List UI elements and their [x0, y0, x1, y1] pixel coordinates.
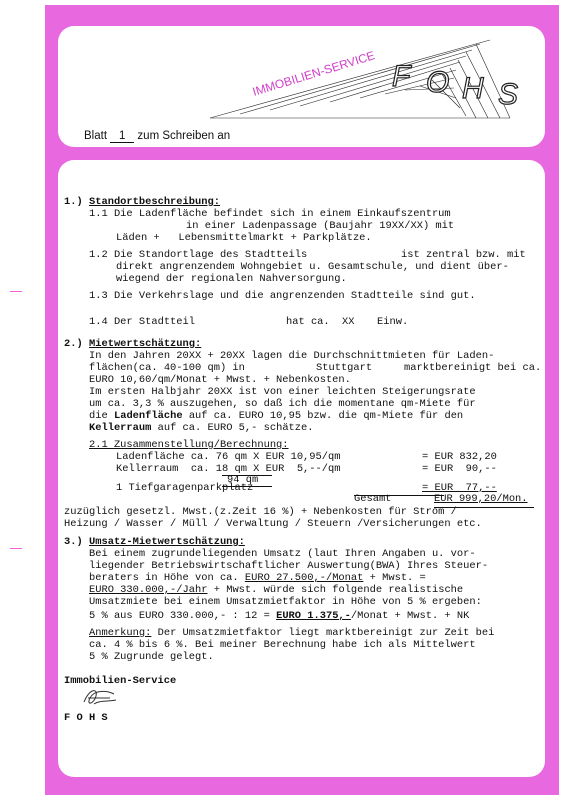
- calc-row-value: = EUR 77,--: [422, 482, 497, 494]
- text-line: ist zentral bzw. mit: [401, 249, 526, 261]
- text-line: Umsatzmiete bei einem Umsatzmietfaktor in Höhe von 5 % ergeben:: [89, 596, 482, 608]
- text-line: EURO 330.000,-/Jahr + Mwst. würde sich folgende realistische: [89, 584, 464, 596]
- text-line: liegender Betriebswirtschaftlicher Auswertung(BWA) Ihres Steuer-: [89, 560, 489, 572]
- text-line: wiegend der regionalen Nahversorgung.: [116, 273, 347, 285]
- total-label: Gesamt: [354, 493, 392, 505]
- calc-row-label: Ladenfläche ca. 76 qm X EUR 10,95/qm: [116, 451, 341, 463]
- section-title: Standortbeschreibung:: [89, 196, 220, 208]
- text-line: direkt angrenzendem Wohngebiet u. Gesamtschule, und dient über-: [116, 261, 509, 273]
- calc-row-value: = EUR 90,--: [422, 463, 497, 475]
- sheet-label: [84, 130, 230, 143]
- text-line: marktbereinigt bei ca.: [404, 362, 542, 374]
- calc-row-label: 94 qm: [227, 474, 259, 486]
- logo-letter: F: [392, 60, 411, 93]
- blatt-suffix: zum Schreiben an: [137, 130, 231, 142]
- text-line: beraters in Höhe von ca. EURO 27.500,-/Monat + Mwst. =: [89, 572, 426, 584]
- text-line: Im ersten Halbjahr 20XX ist von einer leichten Steigerungsrate: [89, 386, 476, 398]
- text-line: 1.4 Der Stadtteil: [89, 316, 196, 328]
- calc-row-value: = EUR 832,20: [422, 451, 497, 463]
- logo-letter: O: [426, 66, 450, 99]
- text-line: In den Jahren 20XX + 20XX lagen die Durchschnittmieten für Laden-: [89, 350, 495, 362]
- text-line: 1.3 Die Verkehrslage und die angrenzenden Stadtteile sind gut.: [89, 290, 476, 302]
- text-line: Stuttgart: [316, 362, 373, 374]
- blatt-label: Blatt: [84, 130, 108, 142]
- section-title: Mietwertschätzung:: [89, 338, 202, 350]
- text-line: Kellerraum auf ca. EURO 5,- schätze.: [89, 422, 314, 434]
- section-number: 3.): [64, 536, 83, 548]
- closing-company: Immobilien-Service: [64, 675, 177, 687]
- text-line: 1.1 Die Ladenfläche befindet sich in einem Einkaufszentrum: [89, 208, 451, 220]
- text-line: Anmerkung: Der Umsatzmietfaktor liegt marktbereinigt zur Zeit bei: [89, 627, 495, 639]
- text-line: zuzüglich gesetzl. Mwst.(z.Zeit 16 %) + Nebenkosten für Strom /: [64, 506, 457, 518]
- text-line: Läden + Lebensmittelmarkt + Parkplätze.: [116, 232, 372, 244]
- logo-text: IMMOBILIEN-SERVICE: [250, 48, 377, 99]
- text-line: in einer Ladenpassage (Baujahr 19XX/XX) mit: [186, 220, 455, 232]
- subsection-title: 2.1 Zusammenstellung/Berechnung:: [89, 439, 289, 451]
- text-line: 5 % Zugrunde gelegt.: [89, 651, 214, 663]
- text-line: Einw.: [377, 316, 409, 328]
- text-line: 5 % aus EURO 330.000,- : 12 = EURO 1.375,-/Monat + Mwst. + NK: [89, 610, 470, 622]
- signature: [80, 684, 120, 710]
- text-line: hat ca.: [286, 316, 330, 328]
- text-line: ca. 4 % bis 6 %. Bei meiner Berechnung habe ich als Mittelwert: [89, 639, 476, 651]
- punch-mark: [10, 291, 22, 292]
- punch-mark: [10, 548, 22, 549]
- logo-letter: S: [498, 78, 519, 111]
- total-value: EUR 999,20/Mon.: [434, 493, 528, 505]
- closing-name: F O H S: [64, 712, 108, 724]
- section-title: Umsatz-Mietwertschätzung:: [89, 536, 245, 548]
- text-line: die Ladenfläche auf ca. EURO 10,95 bzw. die qm-Miete für den: [89, 410, 464, 422]
- text-line: 1.2 Die Standortlage des Stadtteils: [89, 249, 308, 261]
- text-line: XX: [342, 316, 355, 328]
- text-line: um ca. 3,3 % auszugehen, so daß ich die momentane qm-Miete für: [89, 398, 476, 410]
- section-number: 2.): [64, 338, 83, 350]
- logo-letter: H: [462, 72, 484, 105]
- text-line: flächen(ca. 40-100 qm) in: [89, 362, 245, 374]
- text-line: Bei einem zugrundeliegenden Umsatz (laut Ihren Angaben u. vor-: [89, 548, 476, 560]
- calc-row-label: 1 Tiefgaragenparkplatz: [116, 482, 254, 494]
- section-number: 1.): [64, 196, 83, 208]
- calc-row-label: Kellerraum ca. 18 qm X EUR 5,--/qm: [116, 463, 341, 475]
- text-line: EURO 10,60/qm/Monat + Mwst. + Nebenkosten.: [89, 374, 351, 386]
- text-line: Heizung / Wasser / Müll / Verwaltung / Steuern /Versicherungen etc.: [64, 518, 482, 530]
- company-logo: [210, 28, 540, 120]
- sheet-number: 1: [110, 130, 134, 143]
